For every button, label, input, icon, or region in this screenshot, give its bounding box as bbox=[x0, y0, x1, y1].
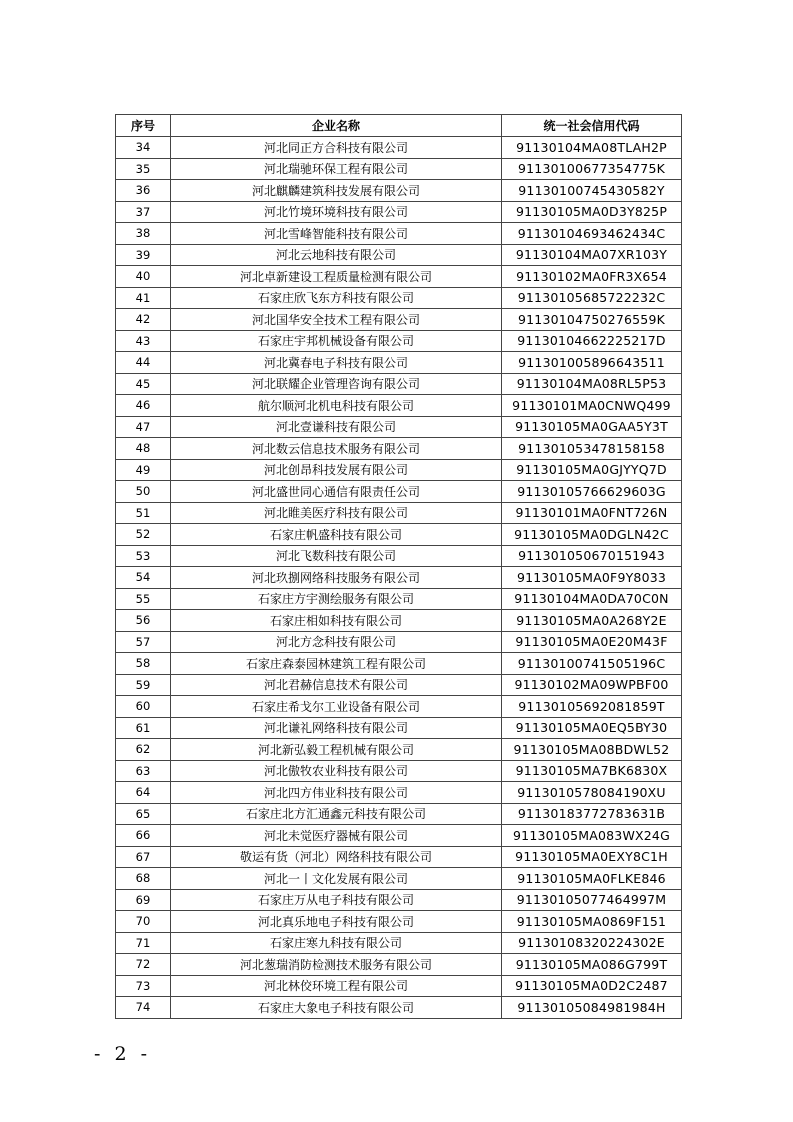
cell-serial-no: 36 bbox=[116, 180, 171, 202]
cell-serial-no: 61 bbox=[116, 717, 171, 739]
table-row bbox=[116, 287, 682, 309]
cell-serial-no: 52 bbox=[116, 524, 171, 546]
table-row bbox=[116, 481, 682, 503]
cell-credit-code: 91130104MA08TLAH2P bbox=[502, 137, 682, 159]
cell-credit-code: 91130105MA083WX24G bbox=[502, 825, 682, 847]
cell-credit-code: 91130104750276559K bbox=[502, 309, 682, 331]
table-row bbox=[116, 244, 682, 266]
cell-company-name: 河北傲牧农业科技有限公司 bbox=[171, 760, 502, 782]
cell-serial-no: 35 bbox=[116, 158, 171, 180]
cell-serial-no: 49 bbox=[116, 459, 171, 481]
table-row bbox=[116, 567, 682, 589]
cell-credit-code: 91130105MA0D3Y825P bbox=[502, 201, 682, 223]
table-row bbox=[116, 309, 682, 331]
cell-serial-no: 40 bbox=[116, 266, 171, 288]
cell-serial-no: 68 bbox=[116, 868, 171, 890]
cell-serial-no: 57 bbox=[116, 631, 171, 653]
header-row bbox=[116, 115, 682, 137]
cell-serial-no: 67 bbox=[116, 846, 171, 868]
cell-serial-no: 48 bbox=[116, 438, 171, 460]
cell-company-name: 河北竹境环境科技有限公司 bbox=[171, 201, 502, 223]
table-row bbox=[116, 631, 682, 653]
cell-company-name: 河北四方伟业科技有限公司 bbox=[171, 782, 502, 804]
table-row bbox=[116, 266, 682, 288]
cell-company-name: 河北林佼环境工程有限公司 bbox=[171, 975, 502, 997]
cell-company-name: 河北睢美医疗科技有限公司 bbox=[171, 502, 502, 524]
cell-credit-code: 91130105MA7BK6830X bbox=[502, 760, 682, 782]
table-row bbox=[116, 975, 682, 997]
cell-company-name: 河北国华安全技术工程有限公司 bbox=[171, 309, 502, 331]
table-row bbox=[116, 502, 682, 524]
cell-serial-no: 45 bbox=[116, 373, 171, 395]
cell-serial-no: 58 bbox=[116, 653, 171, 675]
table-row bbox=[116, 180, 682, 202]
table-row bbox=[116, 932, 682, 954]
cell-credit-code: 91130105MA0F9Y8033 bbox=[502, 567, 682, 589]
cell-company-name: 河北未觉医疗器械有限公司 bbox=[171, 825, 502, 847]
cell-serial-no: 38 bbox=[116, 223, 171, 245]
table-row bbox=[116, 459, 682, 481]
cell-credit-code: 91130105MA0GAA5Y3T bbox=[502, 416, 682, 438]
header-credit-code: 统一社会信用代码 bbox=[502, 115, 682, 137]
table-row bbox=[116, 674, 682, 696]
cell-serial-no: 70 bbox=[116, 911, 171, 933]
cell-credit-code: 91130102MA0FR3X654 bbox=[502, 266, 682, 288]
cell-serial-no: 37 bbox=[116, 201, 171, 223]
cell-credit-code: 91130105685722232C bbox=[502, 287, 682, 309]
table-row bbox=[116, 954, 682, 976]
cell-serial-no: 54 bbox=[116, 567, 171, 589]
cell-credit-code: 9113010578084190XU bbox=[502, 782, 682, 804]
cell-company-name: 河北新弘毅工程机械有限公司 bbox=[171, 739, 502, 761]
cell-credit-code: 91130100741505196C bbox=[502, 653, 682, 675]
cell-serial-no: 63 bbox=[116, 760, 171, 782]
table-row bbox=[116, 201, 682, 223]
cell-serial-no: 56 bbox=[116, 610, 171, 632]
cell-credit-code: 91130102MA09WPBF00 bbox=[502, 674, 682, 696]
table-body bbox=[116, 137, 682, 1019]
cell-serial-no: 59 bbox=[116, 674, 171, 696]
table-row bbox=[116, 610, 682, 632]
cell-credit-code: 91130105MA086G799T bbox=[502, 954, 682, 976]
table-row bbox=[116, 588, 682, 610]
cell-credit-code: 91130104MA07XR103Y bbox=[502, 244, 682, 266]
table-header bbox=[116, 115, 682, 137]
table-row bbox=[116, 803, 682, 825]
cell-serial-no: 65 bbox=[116, 803, 171, 825]
table-row bbox=[116, 997, 682, 1019]
table-row bbox=[116, 395, 682, 417]
cell-serial-no: 60 bbox=[116, 696, 171, 718]
cell-credit-code: 91130104693462434C bbox=[502, 223, 682, 245]
cell-company-name: 河北方念科技有限公司 bbox=[171, 631, 502, 653]
cell-serial-no: 69 bbox=[116, 889, 171, 911]
cell-company-name: 石家庄森泰园林建筑工程有限公司 bbox=[171, 653, 502, 675]
table-row bbox=[116, 416, 682, 438]
cell-company-name: 河北壹谦科技有限公司 bbox=[171, 416, 502, 438]
cell-credit-code: 91130105766629603G bbox=[502, 481, 682, 503]
cell-serial-no: 62 bbox=[116, 739, 171, 761]
cell-credit-code: 91130101MA0CNWQ499 bbox=[502, 395, 682, 417]
table-row bbox=[116, 782, 682, 804]
table-row bbox=[116, 846, 682, 868]
cell-serial-no: 44 bbox=[116, 352, 171, 374]
cell-credit-code: 91130105084981984H bbox=[502, 997, 682, 1019]
cell-company-name: 河北同正方合科技有限公司 bbox=[171, 137, 502, 159]
table-row bbox=[116, 825, 682, 847]
cell-credit-code: 91130105MA0869F151 bbox=[502, 911, 682, 933]
table-row bbox=[116, 438, 682, 460]
cell-company-name: 河北谦礼网络科技有限公司 bbox=[171, 717, 502, 739]
table-row bbox=[116, 739, 682, 761]
cell-credit-code: 91130105692081859T bbox=[502, 696, 682, 718]
cell-serial-no: 53 bbox=[116, 545, 171, 567]
cell-company-name: 石家庄万从电子科技有限公司 bbox=[171, 889, 502, 911]
cell-credit-code: 91130104MA08RL5P53 bbox=[502, 373, 682, 395]
table-row bbox=[116, 373, 682, 395]
cell-serial-no: 39 bbox=[116, 244, 171, 266]
cell-serial-no: 51 bbox=[116, 502, 171, 524]
table-row bbox=[116, 330, 682, 352]
page-number: - 2 - bbox=[94, 1043, 152, 1065]
cell-credit-code: 91130105077464997M bbox=[502, 889, 682, 911]
header-serial-no: 序号 bbox=[116, 115, 171, 137]
cell-serial-no: 71 bbox=[116, 932, 171, 954]
cell-serial-no: 43 bbox=[116, 330, 171, 352]
table-row bbox=[116, 158, 682, 180]
cell-credit-code: 91130104MA0DA70C0N bbox=[502, 588, 682, 610]
cell-credit-code: 911301053478158158 bbox=[502, 438, 682, 460]
cell-company-name: 石家庄相如科技有限公司 bbox=[171, 610, 502, 632]
cell-company-name: 河北真乐地电子科技有限公司 bbox=[171, 911, 502, 933]
table-row bbox=[116, 137, 682, 159]
table-row bbox=[116, 653, 682, 675]
cell-company-name: 河北雪峰智能科技有限公司 bbox=[171, 223, 502, 245]
table-row bbox=[116, 717, 682, 739]
cell-credit-code: 91130105MA08BDWL52 bbox=[502, 739, 682, 761]
table-row bbox=[116, 760, 682, 782]
cell-serial-no: 42 bbox=[116, 309, 171, 331]
cell-serial-no: 66 bbox=[116, 825, 171, 847]
cell-serial-no: 55 bbox=[116, 588, 171, 610]
cell-company-name: 石家庄方宇测绘服务有限公司 bbox=[171, 588, 502, 610]
cell-credit-code: 91130100745430582Y bbox=[502, 180, 682, 202]
table-row bbox=[116, 911, 682, 933]
table-row bbox=[116, 545, 682, 567]
cell-credit-code: 911301005896643511 bbox=[502, 352, 682, 374]
cell-company-name: 河北君赫信息技术有限公司 bbox=[171, 674, 502, 696]
table-row bbox=[116, 524, 682, 546]
cell-credit-code: 91130105MA0GJYYQ7D bbox=[502, 459, 682, 481]
cell-credit-code: 91130105MA0A268Y2E bbox=[502, 610, 682, 632]
cell-company-name: 河北卓新建设工程质量检测有限公司 bbox=[171, 266, 502, 288]
cell-credit-code: 911301050670151943 bbox=[502, 545, 682, 567]
cell-company-name: 河北瑞驰环保工程有限公司 bbox=[171, 158, 502, 180]
cell-serial-no: 34 bbox=[116, 137, 171, 159]
cell-company-name: 石家庄大象电子科技有限公司 bbox=[171, 997, 502, 1019]
cell-credit-code: 91130101MA0FNT726N bbox=[502, 502, 682, 524]
cell-credit-code: 91130100677354775K bbox=[502, 158, 682, 180]
cell-company-name: 河北数云信息技术服务有限公司 bbox=[171, 438, 502, 460]
cell-company-name: 航尔顺河北机电科技有限公司 bbox=[171, 395, 502, 417]
cell-credit-code: 91130105MA0E20M43F bbox=[502, 631, 682, 653]
cell-serial-no: 46 bbox=[116, 395, 171, 417]
cell-company-name: 河北一丨文化发展有限公司 bbox=[171, 868, 502, 890]
cell-serial-no: 74 bbox=[116, 997, 171, 1019]
cell-company-name: 河北葱瑞消防检测技术服务有限公司 bbox=[171, 954, 502, 976]
cell-company-name: 河北麒麟建筑科技发展有限公司 bbox=[171, 180, 502, 202]
cell-company-name: 河北云地科技有限公司 bbox=[171, 244, 502, 266]
cell-company-name: 河北创昂科技发展有限公司 bbox=[171, 459, 502, 481]
table-row bbox=[116, 223, 682, 245]
cell-serial-no: 64 bbox=[116, 782, 171, 804]
table-row bbox=[116, 352, 682, 374]
cell-company-name: 河北冀春电子科技有限公司 bbox=[171, 352, 502, 374]
cell-company-name: 石家庄北方汇通鑫元科技有限公司 bbox=[171, 803, 502, 825]
enterprise-table bbox=[115, 114, 682, 1019]
cell-company-name: 石家庄欣飞东方科技有限公司 bbox=[171, 287, 502, 309]
cell-credit-code: 91130105MA0DGLN42C bbox=[502, 524, 682, 546]
cell-company-name: 河北联耀企业管理咨询有限公司 bbox=[171, 373, 502, 395]
cell-credit-code: 91130105MA0EQ5BY30 bbox=[502, 717, 682, 739]
cell-serial-no: 50 bbox=[116, 481, 171, 503]
cell-company-name: 石家庄希戈尔工业设备有限公司 bbox=[171, 696, 502, 718]
cell-serial-no: 47 bbox=[116, 416, 171, 438]
cell-serial-no: 41 bbox=[116, 287, 171, 309]
cell-company-name: 河北玖捌网络科技服务有限公司 bbox=[171, 567, 502, 589]
cell-credit-code: 91130104662225217D bbox=[502, 330, 682, 352]
header-company-name: 企业名称 bbox=[171, 115, 502, 137]
cell-company-name: 石家庄帆盛科技有限公司 bbox=[171, 524, 502, 546]
cell-company-name: 石家庄宇邦机械设备有限公司 bbox=[171, 330, 502, 352]
table-row bbox=[116, 889, 682, 911]
cell-credit-code: 91130105MA0D2C2487 bbox=[502, 975, 682, 997]
cell-serial-no: 73 bbox=[116, 975, 171, 997]
cell-credit-code: 91130108320224302E bbox=[502, 932, 682, 954]
cell-company-name: 敬运有货（河北）网络科技有限公司 bbox=[171, 846, 502, 868]
cell-company-name: 石家庄寒九科技有限公司 bbox=[171, 932, 502, 954]
cell-credit-code: 91130105MA0FLKE846 bbox=[502, 868, 682, 890]
cell-company-name: 河北盛世同心通信有限责任公司 bbox=[171, 481, 502, 503]
cell-serial-no: 72 bbox=[116, 954, 171, 976]
cell-credit-code: 91130105MA0EXY8C1H bbox=[502, 846, 682, 868]
cell-credit-code: 91130183772783631B bbox=[502, 803, 682, 825]
table-row bbox=[116, 696, 682, 718]
cell-company-name: 河北飞数科技有限公司 bbox=[171, 545, 502, 567]
table-row bbox=[116, 868, 682, 890]
